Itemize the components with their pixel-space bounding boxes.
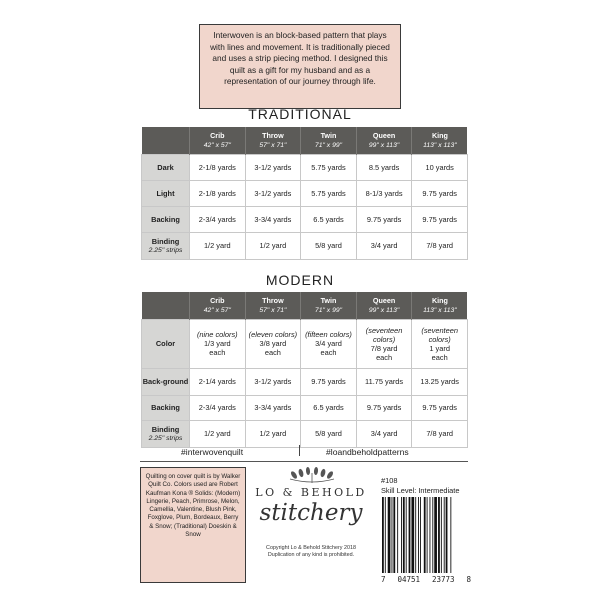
table-cell: 13.25 yards <box>412 368 468 395</box>
table-corner <box>142 127 190 154</box>
row-label-binding: Binding 2.25" strips <box>142 420 190 447</box>
table-cell: 8.5 yards <box>356 154 412 180</box>
table-cell: 3-3/4 yards <box>245 395 301 420</box>
table-row <box>142 395 468 420</box>
table-cell: 5/8 yard <box>301 420 357 447</box>
table-cell: 3/4 yard <box>356 232 412 259</box>
row-label-backing: Backing <box>142 395 190 420</box>
table-cell: 1/2 yard <box>245 420 301 447</box>
brand-logo-script: stitchery <box>259 500 363 526</box>
table-cell: 11.75 yards <box>356 368 412 395</box>
size-header-twin: Twin 71" x 99" <box>301 292 357 319</box>
hashtag-patterns: #loandbeholdpatterns <box>326 447 409 457</box>
table-row <box>142 206 468 232</box>
table-cell: 5.75 yards <box>301 154 357 180</box>
size-header-king: King 113" x 113" <box>412 292 468 319</box>
leaf-wreath-icon <box>284 463 340 485</box>
table-cell: 9.75 yards <box>412 206 468 232</box>
table-cell: 2-1/4 yards <box>190 368 246 395</box>
row-label-dark: Dark <box>142 154 190 180</box>
footer-divider <box>140 461 468 462</box>
table-cell: 2-1/8 yards <box>190 154 246 180</box>
skill-level: Skill Level: Intermediate <box>381 486 460 495</box>
row-label-backing: Backing <box>142 206 190 232</box>
table-cell: 3-1/2 yards <box>245 368 301 395</box>
table-cell: 6.5 yards <box>301 206 357 232</box>
size-header-queen: Queen 99" x 113" <box>356 292 412 319</box>
table-cell: (fifteen colors) 3/4 yard each <box>301 319 357 368</box>
hashtag-divider <box>299 445 300 456</box>
table-cell: 9.75 yards <box>356 206 412 232</box>
size-header-twin: Twin 71" x 99" <box>301 127 357 154</box>
size-header-queen: Queen 99" x 113" <box>356 127 412 154</box>
size-header-crib: Crib 42" x 57" <box>190 292 246 319</box>
table-cell: (eleven colors) 3/8 yard each <box>245 319 301 368</box>
table-cell: 5/8 yard <box>301 232 357 259</box>
table-cell: 9.75 yards <box>412 395 468 420</box>
table-cell: 3-3/4 yards <box>245 206 301 232</box>
barcode-digits: 7 04751 23773 8 <box>381 575 471 584</box>
table-cell: 1/2 yard <box>190 420 246 447</box>
table-cell: 2-1/8 yards <box>190 180 246 206</box>
table-cell: 2-3/4 yards <box>190 206 246 232</box>
table-cell: 9.75 yards <box>412 180 468 206</box>
table-row <box>142 319 468 368</box>
modern-title: MODERN <box>265 272 335 288</box>
table-cell: 9.75 yards <box>356 395 412 420</box>
table-cell: (seventeen colors) 7/8 yard each <box>356 319 412 368</box>
barcode-icon <box>381 497 471 575</box>
table-cell: (seventeen colors) 1 yard each <box>412 319 468 368</box>
row-label-color: Color <box>142 319 190 368</box>
size-header-crib: Crib 42" x 57" <box>190 127 246 154</box>
table-corner <box>142 292 190 319</box>
row-label-binding: Binding 2.25" strips <box>142 232 190 259</box>
table-cell: 1/2 yard <box>190 232 246 259</box>
table-cell: 3-1/2 yards <box>245 154 301 180</box>
table-cell: 5.75 yards <box>301 180 357 206</box>
table-row <box>142 232 468 259</box>
brand-logo-text: LO & BEHOLD <box>255 486 367 499</box>
table-cell: 7/8 yard <box>412 420 468 447</box>
row-label-background: Back-ground <box>142 368 190 395</box>
table-row <box>142 180 468 206</box>
table-cell: 2-3/4 yards <box>190 395 246 420</box>
size-header-throw: Throw 57" x 71" <box>245 127 301 154</box>
row-label-light: Light <box>142 180 190 206</box>
table-cell: 3-1/2 yards <box>245 180 301 206</box>
table-cell: 9.75 yards <box>301 368 357 395</box>
intro-description: Interwoven is an block-based pattern that plays with lines and movement. It is traditionally pieced and uses a strip piecing method. I designed this quilt as a gift for my husband and as a representation of our journey through life. <box>199 24 401 109</box>
table-cell: 3/4 yard <box>356 420 412 447</box>
table-cell: 1/2 yard <box>245 232 301 259</box>
traditional-title: TRADITIONAL <box>248 106 352 122</box>
modern-yardage-table <box>141 292 468 448</box>
quilting-credits: Quilting on cover quilt is by Walker Quilt Co. Colors used are Robert Kaufman Kona ® Solids: (Modern) Lingerie, Peach, Primrose, Melon, Camellia, Valentine, Blush Pink, Foxglove, Plum, Bordeaux, Berry & Snow; (Traditional) Doeskin & Snow <box>140 467 246 583</box>
table-row <box>142 154 468 180</box>
table-row <box>142 420 468 447</box>
size-header-throw: Throw 57" x 71" <box>245 292 301 319</box>
pattern-number: #108 <box>381 476 398 485</box>
traditional-yardage-table <box>141 127 468 260</box>
table-cell: 8-1/3 yards <box>356 180 412 206</box>
table-cell: 7/8 yard <box>412 232 468 259</box>
copyright-notice: Copyright Lo & Behold Stitchery 2018 Duplication of any kind is prohibited. <box>266 545 356 558</box>
table-cell: 10 yards <box>412 154 468 180</box>
size-header-king: King 113" x 113" <box>412 127 468 154</box>
table-row <box>142 368 468 395</box>
table-cell: 6.5 yards <box>301 395 357 420</box>
hashtag-quilt: #interwovenquilt <box>181 447 244 457</box>
table-cell: (nine colors) 1/3 yard each <box>190 319 246 368</box>
